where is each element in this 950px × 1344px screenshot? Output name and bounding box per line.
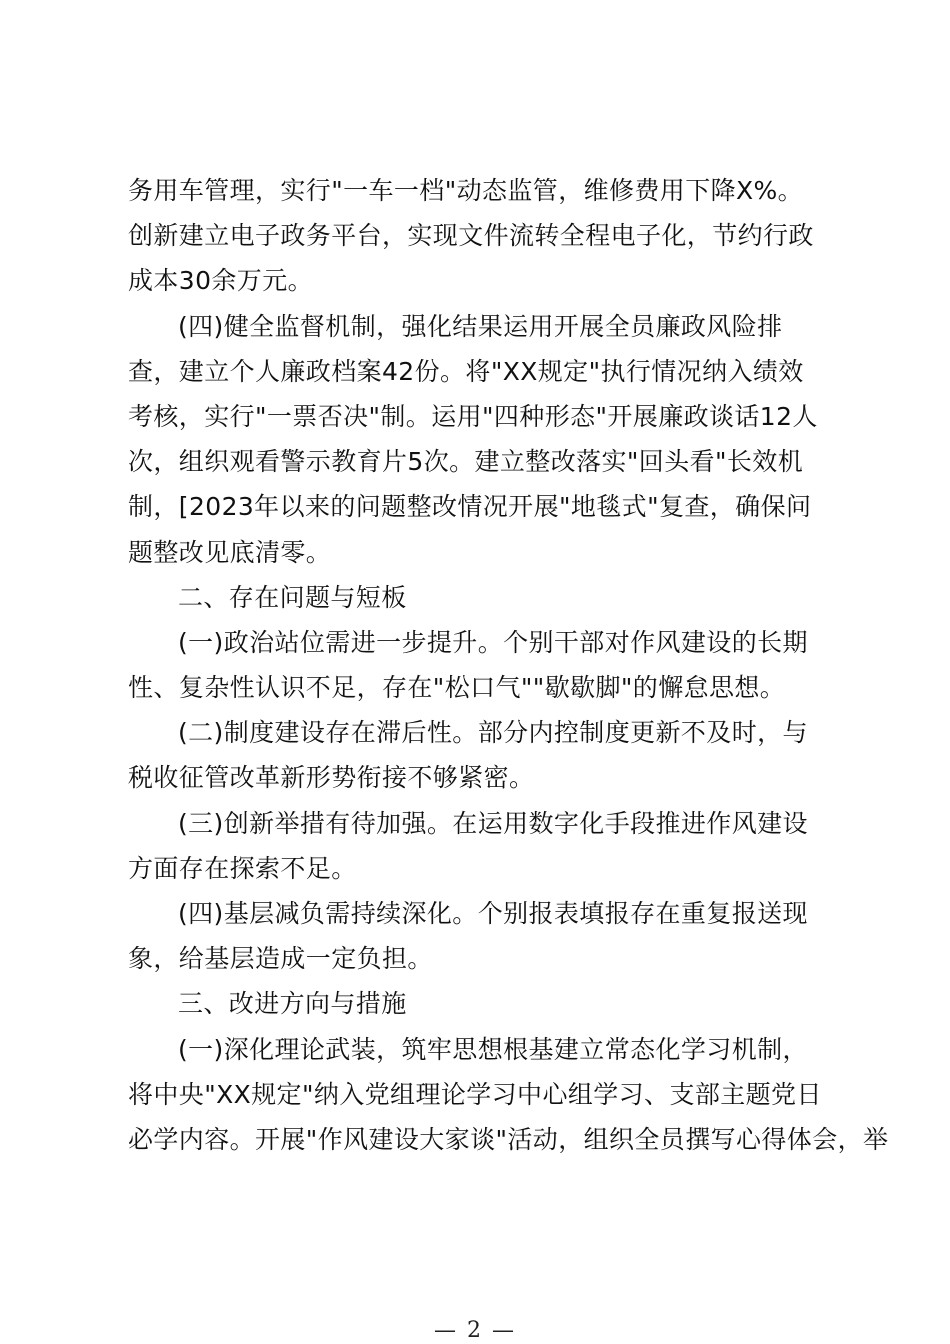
section-heading-line: (三)创新举措有待加强。在运用数字化手段推进作风建设 (178, 808, 808, 838)
text-line: 方面存在探索不足。 (128, 853, 357, 883)
text-line: 税收征管改革新形势衔接不够紧密。 (128, 763, 535, 793)
body-text (128, 168, 889, 1162)
section-heading-line: (四)基层减负需持续深化。个别报表填报存在重复报送现 (178, 899, 808, 928)
section-heading-line: (四)健全监督机制，强化结果运用开展全员廉政风险排 (178, 311, 783, 341)
text-line: 性、复杂性认识不足，存在"松口气""歇歇脚"的懈怠思想。 (128, 673, 786, 703)
text-line: 题整改见底清零。 (128, 537, 332, 567)
text-line: 象，给基层造成一定负担。 (128, 944, 433, 974)
text-line: 将中央"XX规定"纳入党组理论学习中心组学习、支部主题党日 (128, 1079, 822, 1109)
text-line: 务用车管理，实行"一车一档"动态监管，维修费用下降X%。 (128, 176, 804, 205)
text-line: 成本30余万元。 (128, 266, 314, 296)
section-heading-line: (一)政治站位需进一步提升。个别干部对作风建设的长期 (178, 627, 808, 657)
section-heading-line: (一)深化理论武装，筑牢思想根基建立常态化学习机制， (178, 1034, 808, 1064)
page-number: — 2 — (434, 1318, 516, 1343)
text-line: 创新建立电子政务平台，实现文件流转全程电子化，节约行政 (128, 221, 814, 251)
section-heading-line: (二)制度建设存在滞后性。部分内控制度更新不及时，与 (178, 718, 808, 748)
text-line: 制，[2023年以来的问题整改情况开展"地毯式"复查，确保问 (128, 492, 812, 522)
chapter-heading-line: 三、改进方向与措施 (178, 989, 407, 1019)
chapter-heading-line: 二、存在问题与短板 (178, 582, 407, 612)
text-line: 次，组织观看警示教育片5次。建立整改落实"回头看"长效机 (128, 447, 804, 477)
text-line: 考核，实行"一票否决"制。运用"四种形态"开展廉政谈话12人 (128, 401, 818, 431)
text-line: 必学内容。开展"作风建设大家谈"活动，组织全员撰写心得体会，举 (128, 1124, 889, 1154)
text-line: 查，建立个人廉政档案42份。将"XX规定"执行情况纳入绩效 (128, 356, 804, 386)
